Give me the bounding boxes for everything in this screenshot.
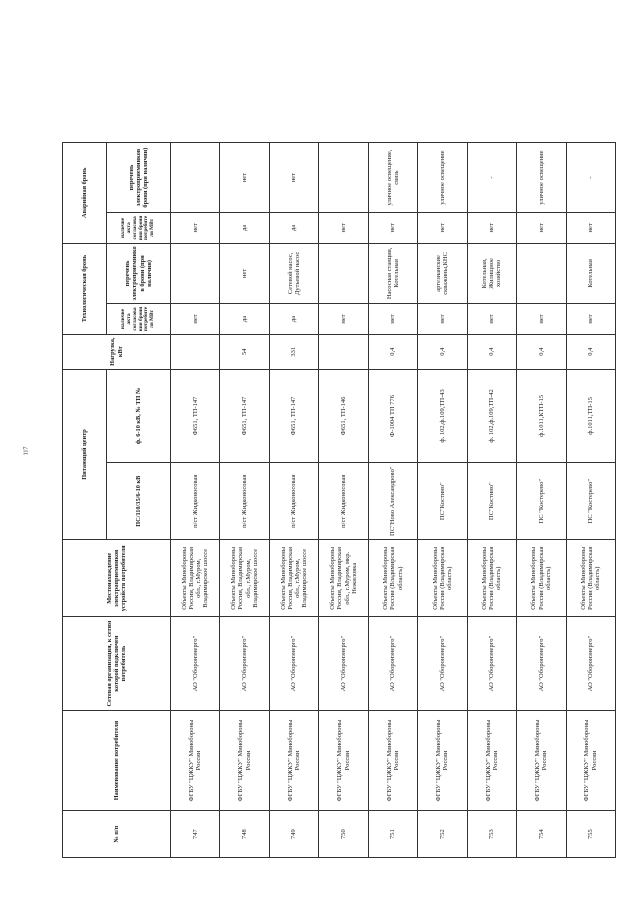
cell-tech-avail: нет: [566, 304, 616, 334]
cell-substation: ПС "Костерево": [517, 463, 566, 540]
cell-feeder: ф. 102,ф.109,ТП-43: [418, 369, 467, 462]
header-num: № п/п: [63, 811, 171, 858]
header-emergency-reserve: Аварийная бронь: [63, 143, 107, 244]
cell-emer-avail: нет: [319, 213, 368, 243]
cell-emer-avail: да: [269, 213, 318, 243]
cell-grid-org: АО "Оборонэнерго": [368, 617, 417, 710]
cell-substation: ПС"Костино": [418, 463, 467, 540]
cell-num: 755: [566, 811, 616, 858]
cell-emer-list: [319, 143, 368, 213]
cell-feeder: Ф651, ТП-147: [171, 369, 220, 462]
cell-load: [319, 334, 368, 369]
cell-emer-list: уличное освещение, связь: [368, 143, 417, 213]
header-tech-list: перечень электроприемников брони (при наличии): [107, 243, 171, 304]
cell-feeder: Ф651, ТП-146: [319, 369, 368, 462]
cell-location: Объекты Минобороны России (Владимирская область): [418, 540, 467, 617]
cell-tech-list: артезианские скважины,КНС: [418, 243, 467, 304]
cell-tech-list: нет: [220, 243, 269, 304]
cell-tech-list: [319, 243, 368, 304]
cell-consumer: ФГБУ "ЦЖКУ" Минобороны России: [517, 710, 566, 810]
cell-location: Объекты Минобороны России (Владимирская область): [467, 540, 516, 617]
cell-feeder: ф.1011,ТП-15: [566, 369, 616, 462]
cell-tech-list: Насосная станция, Котельная: [368, 243, 417, 304]
header-pc-feeder: ф. 6-10 кВ, № ТП №: [107, 369, 171, 462]
cell-emer-avail: нет: [517, 213, 566, 243]
header-tech-reserve: Технологическая бронь: [63, 243, 107, 334]
cell-tech-list: Котельная, Жилищное хозяйство: [467, 243, 516, 304]
cell-grid-org: АО "Оборонэнерго": [319, 617, 368, 710]
cell-feeder: Ф-1004 ТП 776: [368, 369, 417, 462]
page-number: 117: [23, 446, 30, 456]
cell-emer-avail: нет: [566, 213, 616, 243]
cell-consumer: ФГБУ "ЦЖКУ" Минобороны России: [171, 710, 220, 810]
cell-tech-avail: нет: [467, 304, 516, 334]
cell-emer-list: уличное освещение: [517, 143, 566, 213]
cell-consumer: ФГБУ "ЦЖКУ" Минобороны России: [566, 710, 616, 810]
cell-substation: п/ст Жидконосовая: [220, 463, 269, 540]
cell-grid-org: АО "Оборонэнерго": [269, 617, 318, 710]
header-emer-avail: наличие акта согласования брони потребителя МВт: [107, 213, 171, 243]
cell-emer-list: -: [467, 143, 516, 213]
cell-grid-org: АО "Оборонэнерго": [566, 617, 616, 710]
cell-emer-avail: нет: [467, 213, 516, 243]
cell-consumer: ФГБУ "ЦЖКУ" Минобороны России: [368, 710, 417, 810]
cell-grid-org: АО "Оборонэнерго": [467, 617, 516, 710]
cell-load: [171, 334, 220, 369]
cell-num: 748: [220, 811, 269, 858]
cell-num: 750: [319, 811, 368, 858]
cell-emer-list: нет: [220, 143, 269, 213]
cell-location: Объекты Минобороны России, Владимирская обл., г.Муром, мкр. Нежиловка: [319, 540, 368, 617]
cell-location: Объекты Минобороны России, Владимирская обл., г.Муром, Владимирское шоссе: [171, 540, 220, 617]
cell-tech-list: [171, 243, 220, 304]
cell-substation: ПС"Костино": [467, 463, 516, 540]
cell-load: 0,4: [566, 334, 616, 369]
header-pc-substation: ПС/110/35/6-10 кВ: [107, 463, 171, 540]
table-row: [467, 143, 516, 858]
cell-tech-avail: да: [220, 304, 269, 334]
cell-substation: п/ст Жидконосовая: [319, 463, 368, 540]
cell-consumer: ФГБУ "ЦЖКУ" Минобороны России: [467, 710, 516, 810]
cell-tech-list: [517, 243, 566, 304]
cell-tech-avail: нет: [319, 304, 368, 334]
cell-load: 0,4: [517, 334, 566, 369]
cell-consumer: ФГБУ "ЦЖКУ" Минобороны России: [220, 710, 269, 810]
table-row: [368, 143, 417, 858]
cell-location: Объекты Минобороны России, Владимирская обл., г.Муром, Владимирское шоссе: [269, 540, 318, 617]
cell-load: 0,4: [467, 334, 516, 369]
header-location: Местонахождение электроприемников устройств потребителя: [63, 540, 171, 617]
header-load: Нагрузка, кВт: [63, 334, 171, 369]
cell-location: Объекты Минобороны России (Владимирская область): [566, 540, 616, 617]
cell-emer-list: [171, 143, 220, 213]
power-supply-table: [62, 142, 616, 858]
cell-load: 0,4: [418, 334, 467, 369]
cell-load: 331: [269, 334, 318, 369]
rotated-table-container: [62, 142, 616, 858]
cell-tech-avail: да: [269, 304, 318, 334]
cell-tech-avail: нет: [418, 304, 467, 334]
cell-tech-list: Сетевой насос, Дутьевой насос: [269, 243, 318, 304]
cell-emer-avail: да: [220, 213, 269, 243]
cell-tech-avail: нет: [171, 304, 220, 334]
cell-feeder: Ф651, ТП-147: [269, 369, 318, 462]
cell-emer-avail: нет: [368, 213, 417, 243]
cell-num: 751: [368, 811, 417, 858]
header-power-center: Питающий центр: [63, 369, 107, 540]
table-row: [566, 143, 616, 858]
cell-feeder: ф.1011,КТП-15: [517, 369, 566, 462]
cell-tech-avail: нет: [368, 304, 417, 334]
cell-grid-org: АО "Оборонэнерго": [171, 617, 220, 710]
header-grid-org: Сетевая организация, к сетям которой подключен потребитель: [63, 617, 171, 710]
cell-emer-list: -: [566, 143, 616, 213]
cell-location: Объекты Минобороны России (Владимирская область): [368, 540, 417, 617]
table-row: [220, 143, 269, 858]
cell-location: Объекты Минобороны России, Владимирская обл., г.Муром, Владимирское шоссе: [220, 540, 269, 617]
table-row: [517, 143, 566, 858]
cell-emer-avail: нет: [171, 213, 220, 243]
table-row: [319, 143, 368, 858]
cell-grid-org: АО "Оборонэнерго": [220, 617, 269, 710]
cell-substation: ПС "Костерево": [566, 463, 616, 540]
header-tech-avail: наличие акта согласования брони потребителя МВт: [107, 304, 171, 334]
cell-consumer: ФГБУ "ЦЖКУ" Минобороны России: [269, 710, 318, 810]
cell-num: 747: [171, 811, 220, 858]
cell-tech-list: Котельная: [566, 243, 616, 304]
cell-grid-org: АО "Оборонэнерго": [517, 617, 566, 710]
cell-num: 752: [418, 811, 467, 858]
cell-consumer: ФГБУ "ЦЖКУ" Минобороны России: [418, 710, 467, 810]
cell-load: 0,4: [368, 334, 417, 369]
cell-load: 54: [220, 334, 269, 369]
header-emer-list: перечень электроприемников брони (при наличии): [107, 143, 171, 213]
cell-num: 753: [467, 811, 516, 858]
cell-feeder: ф. 102,ф.109,ТП-42: [467, 369, 516, 462]
cell-substation: п/ст Жидконосовая: [171, 463, 220, 540]
cell-num: 749: [269, 811, 318, 858]
table-row: [171, 143, 220, 858]
cell-emer-list: уличное освещение: [418, 143, 467, 213]
cell-location: Объекты Минобороны России (Владимирская область): [517, 540, 566, 617]
table-row: [269, 143, 318, 858]
table-row: [418, 143, 467, 858]
cell-consumer: ФГБУ "ЦЖКУ" Минобороны России: [319, 710, 368, 810]
header-consumer: Наименование потребителя: [63, 710, 171, 810]
cell-num: 754: [517, 811, 566, 858]
cell-emer-list: нет: [269, 143, 318, 213]
cell-tech-avail: нет: [517, 304, 566, 334]
cell-emer-avail: нет: [418, 213, 467, 243]
cell-grid-org: АО "Оборонэнерго": [418, 617, 467, 710]
cell-feeder: Ф651, ТП-147: [220, 369, 269, 462]
cell-substation: ПС"Ново Александрово": [368, 463, 417, 540]
cell-substation: п/ст Жидконосовая: [269, 463, 318, 540]
